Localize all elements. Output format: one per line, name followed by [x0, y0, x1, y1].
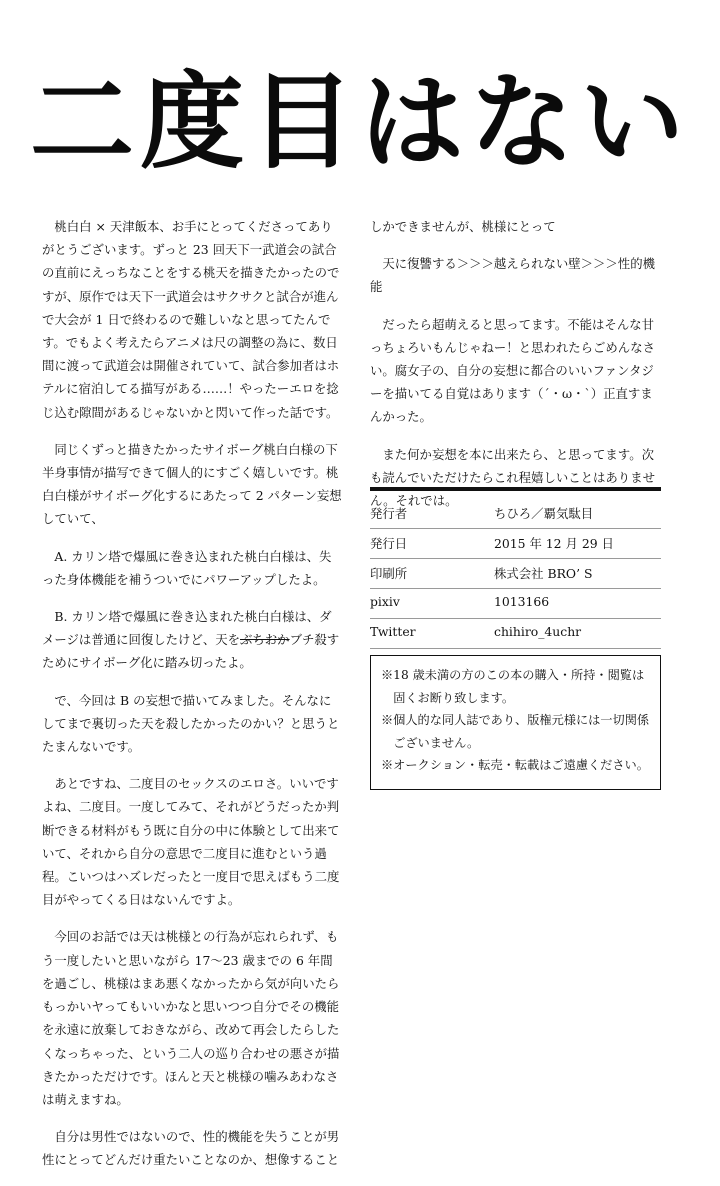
paragraph: だったら超萌えると思ってます。不能はそんな甘っちょろいもんじゃねー！と思われたらごめんなさい。腐女子の、自分の妄想に都合のいいファンタジーを描いてる自覚はあります（´・ω・`）正直すまんかった。 — [370, 316, 655, 425]
age-notice-box — [370, 655, 661, 790]
text-segment: ブチ殺すためにサイボーグ化に踏み切ったよ。 — [42, 632, 340, 671]
notice-line: ※オークション・転売・転載はご遠慮ください。 — [381, 758, 649, 773]
struck-text: ぶちおか — [240, 632, 290, 648]
colophon-value: chihiro_4uchr — [494, 624, 582, 639]
notice-line: 固くお断り致します。 — [393, 690, 515, 705]
colophon-row — [370, 499, 661, 529]
paragraph: 天に復讐する＞＞＞越えられない壁＞＞＞性的機能 — [370, 256, 655, 295]
paragraph: また何か妄想を本に出来たら、と思ってます。次も読んでいただけたらこれ程嬉しいことはありません。それでは。 — [370, 446, 655, 509]
notice-line: ※個人的な同人誌であり、版権元様には一切関係 — [381, 713, 650, 728]
colophon-row — [370, 589, 661, 619]
afterword-right-column — [370, 215, 660, 526]
colophon-value: 1013166 — [494, 594, 550, 609]
afterword-left-column — [42, 215, 342, 1186]
colophon-value: 株式会社 BRO’ S — [494, 566, 593, 581]
colophon-key: 発行日 — [370, 536, 408, 551]
colophon-row — [370, 559, 661, 589]
colophon-key: Twitter — [370, 624, 416, 639]
colophon-value: ちひろ／覇気駄目 — [494, 506, 594, 521]
notice-line: ※18 歳未満の方のこの本の購入・所持・閲覧は — [381, 668, 645, 682]
notice-line: ございません。 — [393, 735, 480, 750]
colophon-divider — [370, 487, 661, 491]
paragraph-option-b — [42, 605, 342, 675]
colophon-key: 発行者 — [370, 506, 408, 521]
paragraph: 桃白白 × 天津飯本、お手にとってくださってありがとうございます。ずっと 23 回天下一武道会の試合の直前にえっちなことをする桃天を描きたかったのですが、原作では天下一武道会はサクサクと試合が進んで大会が 1 日で終わるので難しいなと思ってたんです。でもよく考えたらアニメは尺の調整の為に、数日間に渡って武道会は開催されていて、試合参加者はホテルに宿泊してる描写がある……！やったーエロを捻じ込む隙間があるじゃないかと閃いて作った話です。 — [42, 219, 340, 420]
colophon-key: pixiv — [370, 594, 400, 609]
colophon-value: 2015 年 12 月 29 日 — [494, 536, 614, 551]
paragraph: あとですね、二度目のセックスのエロさ。いいですよね、二度目。一度してみて、それがどうだったか判断できる材料がもう既に自分の中に体験として出来ていて、それから自分の意思で二度目に進むという過程。こいつはハズレだったと一度目で思えばもう二度目がやってくる日はないんですよ。 — [42, 776, 340, 908]
paragraph: しかできませんが、桃様にとって — [370, 219, 556, 234]
paragraph: で、今回は B の妄想で描いてみました。そんなにしてまで裏切った天を殺したかったのかい？と思うとたまんないです。 — [42, 692, 340, 755]
paragraph-option-a: A. カリン塔で爆風に巻き込まれた桃白白様は、失った身体機能を補うついでにパワーアップしたよ。 — [42, 548, 332, 587]
text-segment: B. カリン塔で爆風に巻き込まれた桃白白様は、ダメージは普通に回復したけど、天を — [42, 609, 332, 648]
paragraph: 今回のお話では天は桃様との行為が忘れられず、もう一度したいと思いながら 17〜23 歳までの 6 年間を過ごし、桃様はまあ悪くなかったから気が向いたらもっかいヤってもいいかなと思いつつ自分でその機能を永遠に放棄しておきながら、改めて再会したらしたくなっちゃった、という二人の巡り合わせの悪さが描きたかっただけです。ほんと天と桃様の噛みあわなさは萌えますね。 — [42, 929, 340, 1107]
paragraph: 同じくずっと描きたかったサイボーグ桃白白様の下半身事情が描写できて個人的にすごく嬉しいです。桃白白様がサイボーグ化するにあたって 2 パターン妄想していて、 — [42, 441, 342, 527]
colophon-row — [370, 529, 661, 559]
page-title: 二度目はない — [29, 61, 690, 183]
colophon-row — [370, 619, 661, 649]
colophon-key: 印刷所 — [370, 566, 408, 581]
paragraph: 自分は男性ではないので、性的機能を失うことが男性にとってどんだけ重たいことなのか、想像すること — [42, 1129, 340, 1168]
colophon — [370, 499, 661, 649]
